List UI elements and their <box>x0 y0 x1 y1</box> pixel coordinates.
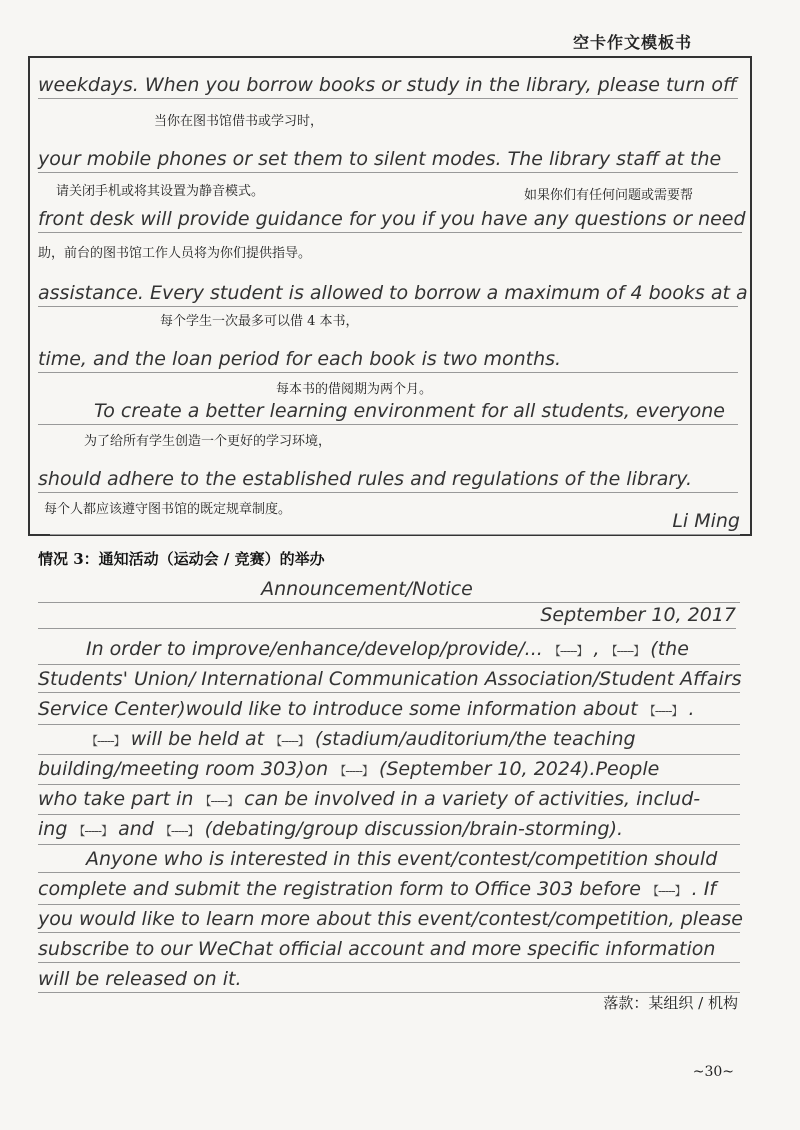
essay-translation-6: 每本书的借阅期为两个月。 <box>276 382 433 397</box>
blank: 【-----】 <box>646 884 686 898</box>
notice-line-1 <box>38 636 740 665</box>
blank: 【-----】 <box>605 644 645 658</box>
blank: 【-----】 <box>199 794 239 808</box>
notice-line-10: you would like to learn more about this event/contest/competition, please <box>38 906 740 933</box>
essay-line-7: should adhere to the established rules and regulations of the library. <box>38 466 738 493</box>
text: (debating/group discussion/brain-storming). <box>198 818 624 840</box>
essay-translation-4: 助，前台的图书馆工作人员将为你们提供指导。 <box>38 246 312 261</box>
text: and <box>112 818 160 840</box>
blank: 【-----】 <box>334 764 373 778</box>
text: . If <box>685 878 717 900</box>
blank: 【-----】 <box>643 704 683 718</box>
footer-signature-note: 落款：某组织 / 机构 <box>603 994 738 1012</box>
blank: 【-----】 <box>159 824 199 838</box>
text: who take part in <box>38 788 200 810</box>
essay-translation-7: 为了给所有学生创造一个更好的学习环境， <box>84 434 332 449</box>
text: . <box>682 698 695 720</box>
text: In order to improve/enhance/develop/provide/... <box>86 638 549 660</box>
blank: 【-----】 <box>270 734 309 748</box>
text: will be held at <box>124 728 271 750</box>
essay-translation-3: 如果你们有任何问题或需要帮 <box>524 188 694 203</box>
blank: 【-----】 <box>548 644 588 658</box>
notice-line-4 <box>38 726 740 755</box>
notice-date: September 10, 2017 <box>38 602 736 629</box>
notice-line-2: Students' Union/ International Communication Association/Student Affairs <box>38 666 740 693</box>
notice-line-6 <box>38 786 740 815</box>
notice-heading <box>38 576 740 603</box>
essay-line-5: time, and the loan period for each book is two months. <box>38 346 738 373</box>
section-title: 情况 3：通知活动（运动会 / 竞赛）的举办 <box>38 550 325 568</box>
essay-translation-1: 当你在图书馆借书或学习时， <box>154 114 324 129</box>
text: can be involved in a variety of activities, includ- <box>238 788 701 810</box>
notice-line-8: Anyone who is interested in this event/contest/competition should <box>38 846 740 873</box>
text: (the <box>644 638 689 660</box>
essay-translation-8: 每个人都应该遵守图书馆的既定规章制度。 <box>44 502 292 517</box>
essay-translation-5: 每个学生一次最多可以借 4 本书， <box>160 314 359 329</box>
text: , <box>587 638 606 660</box>
essay-line-4: assistance. Every student is allowed to borrow a maximum of 4 books at a <box>38 280 738 307</box>
notice-line-9 <box>38 876 740 905</box>
text: (stadium/auditorium/the teaching <box>308 728 636 750</box>
text: Service Center)would like to introduce some information about <box>38 698 644 720</box>
notice-line-7 <box>38 816 740 845</box>
notice-line-5 <box>38 756 740 785</box>
book-title: 空卡作文模板书 <box>572 33 692 52</box>
sample-essay-box <box>28 56 752 536</box>
text: complete and submit the registration form to Office 303 before <box>38 878 647 900</box>
signature: Li Ming <box>50 508 740 535</box>
notice-line-12: will be released on it. <box>38 966 740 993</box>
essay-line-2: your mobile phones or set them to silent modes. The library staff at the <box>38 146 738 173</box>
notice-heading-text: Announcement/Notice <box>261 578 473 600</box>
essay-line-6: To create a better learning environment for all students, everyone <box>38 398 738 425</box>
page-number: ~30~ <box>692 1064 734 1080</box>
essay-line-1: weekdays. When you borrow books or study in the library, please turn off <box>38 72 738 99</box>
text: ing <box>38 818 74 840</box>
essay-line-3: front desk will provide guidance for you if you have any questions or need <box>38 206 742 233</box>
blank: 【-----】 <box>73 824 113 838</box>
notice-line-3 <box>38 696 740 725</box>
text: (September 10, 2024).People <box>372 758 660 780</box>
notice-line-11: subscribe to our WeChat official account and more specific information <box>38 936 740 963</box>
essay-translation-2: 请关闭手机或将其设置为静音模式。 <box>56 184 265 199</box>
blank: 【-----】 <box>86 734 125 748</box>
text: building/meeting room 303)on <box>38 758 335 780</box>
